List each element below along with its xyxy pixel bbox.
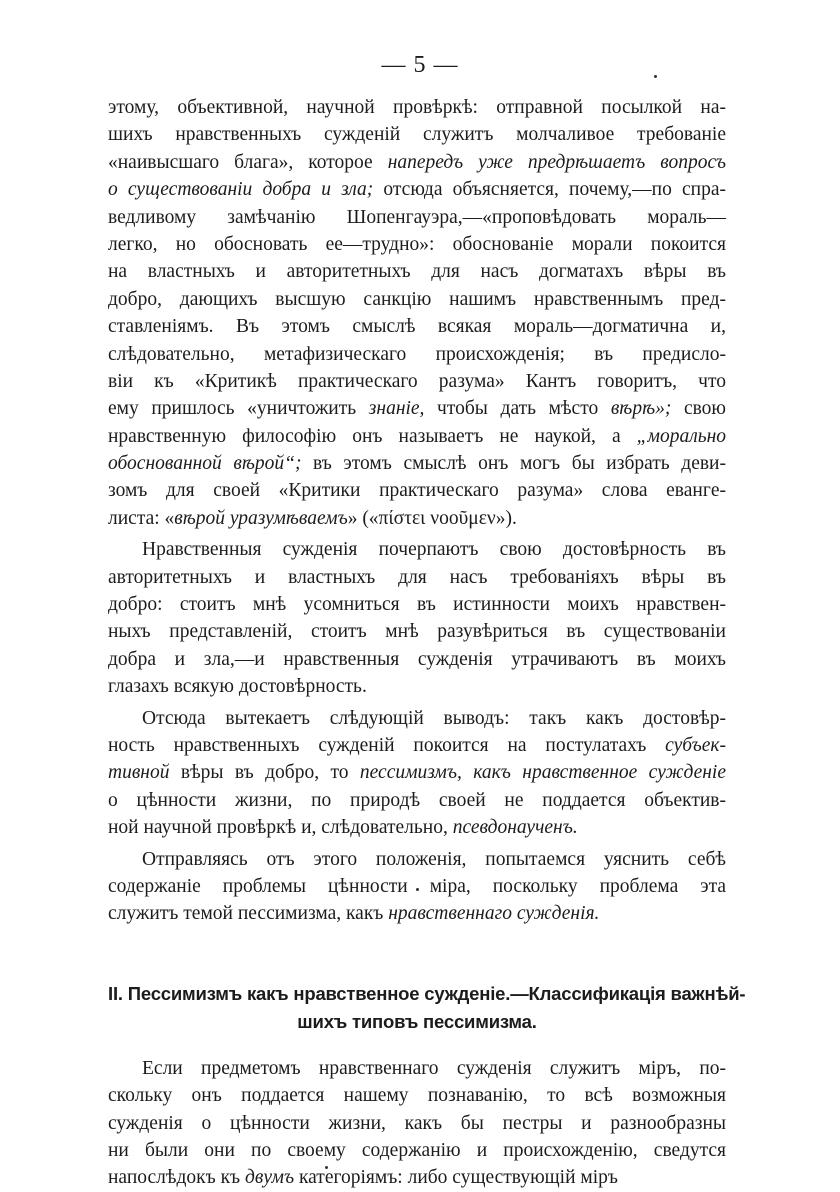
section-heading: II. Пессимизмъ какъ нравственное сужденіе.—Классификація важнѣй- <box>108 982 746 1004</box>
paragraph <box>108 1055 726 1192</box>
emphasis-text: знаніе, <box>368 398 425 420</box>
text-line: Если предметомъ нравственнаго сужденія служитъ міръ, по- <box>142 1057 726 1079</box>
text-line: нравственную философію онъ называетъ не наукой, а „морально <box>108 425 726 447</box>
text-line: ему пришлось «уничтожить знаніе, чтобы дать мѣсто вѣрѣ»; свою <box>108 398 726 420</box>
text-line: добро: стоитъ мнѣ усомниться въ истинности моихъ нравствен- <box>108 594 726 616</box>
text-line: слѣдовательно, метафизическаго происхожденія; въ предисло- <box>108 343 726 365</box>
emphasis-text: напередъ уже предрѣшаетъ вопросъ <box>387 151 726 173</box>
text-line: зомъ для своей «Критики практическаго разума» слова евангe- <box>108 480 726 502</box>
text-line: о существованіи добра и зла; отсюда объясняется, почему,—по спра- <box>108 179 726 201</box>
paragraph <box>108 94 726 532</box>
emphasis-text: нравственнаго сужденія. <box>388 903 600 925</box>
emphasis-text: обоснованной вѣрой“; <box>108 453 302 475</box>
ink-speck <box>654 75 657 78</box>
paragraph <box>108 846 726 928</box>
text-line: ни были они по своему содержанію и происхожденію, сведутся <box>108 1139 726 1161</box>
paragraph <box>108 536 726 700</box>
text-line: напослѣдокъ къ двумъ категоріямъ: либо существующій міръ <box>108 1167 618 1189</box>
emphasis-text: псевдонаученъ. <box>452 817 578 839</box>
text-line: добро, дающихъ высшую санкцію нашимъ нравственнымъ пред- <box>108 288 726 310</box>
emphasis-text: вѣрѣ»; <box>610 398 672 420</box>
emphasis-text: пессимизмъ, какъ нравственное сужденіе <box>359 762 727 784</box>
text-line: обоснованной вѣрой“; въ этомъ смыслѣ онъ могъ бы избрать деви- <box>108 453 726 475</box>
body-text <box>108 94 746 1192</box>
text-line: содержаніе проблемы цѣнности міра, поскольку проблема эта <box>108 875 726 897</box>
emphasis-text: „морально <box>636 425 726 447</box>
text-line: ность нравственныхъ сужденій покоится на постулатахъ субъек- <box>108 734 726 756</box>
text-line: сужденія о цѣнности жизни, какъ бы пестры и разнообразны <box>108 1112 726 1134</box>
text-line: Отсюда вытекаетъ слѣдующій выводъ: такъ какъ достовѣр- <box>142 707 726 729</box>
text-line: ныхъ представленій, стоитъ мнѣ разувѣриться въ существованіи <box>108 621 726 643</box>
text-line: авторитетныхъ и властныхъ для насъ требованіяхъ вѣры въ <box>108 566 726 588</box>
text-line: на властныхъ и авторитетныхъ для насъ догматахъ вѣры въ <box>108 261 726 283</box>
paragraph <box>108 705 726 842</box>
text-line: листа: «вѣрой уразумѣваемъ» («πίστει νοοῦμεν»). <box>108 507 517 529</box>
emphasis-text: субъек- <box>665 734 726 756</box>
text-line: ставленіямъ. Въ этомъ смыслѣ всякая мораль—догматична и, <box>108 316 726 338</box>
text-line: тивной вѣры въ добро, то пессимизмъ, какъ нравственное сужденіе <box>108 762 727 784</box>
text-line: ведливому замѣчанію Шопенгауэра,—«проповѣдовать мораль— <box>108 206 726 228</box>
emphasis-text: о существованіи добра и зла; <box>108 179 374 201</box>
emphasis-text: тивной <box>108 762 170 784</box>
text-line: легко, но обосновать ее—трудно»: обоснованіе морали покоится <box>108 233 726 255</box>
text-line: служитъ темой пессимизма, какъ нравственнаго сужденія. <box>108 903 600 925</box>
text-line: добра и зла,—и нравственныя сужденія утрачиваютъ въ моихъ <box>108 648 726 670</box>
emphasis-text: двумъ <box>245 1167 295 1189</box>
page-number: — 5 — <box>381 52 459 78</box>
text-line: глазахъ всякую достовѣрность. <box>108 676 367 698</box>
section-heading-continuation: шихъ типовъ пессимизма. <box>297 1010 537 1032</box>
paragraph-gap <box>108 928 726 980</box>
text-line: Нравственныя сужденія почерпаютъ свою достовѣрность въ <box>142 539 726 561</box>
emphasis-text: вѣрой уразумѣваемъ <box>174 507 348 529</box>
paragraph-gap <box>108 1036 726 1055</box>
text-line: о цѣнности жизни, по природѣ своей не поддается объектив- <box>108 789 726 811</box>
text-line: шихъ нравственныхъ сужденій служитъ молчаливое требованіе <box>108 124 726 146</box>
text-line: віи къ «Критикѣ практическаго разума» Кантъ говоритъ, что <box>108 370 726 392</box>
text-line: скольку онъ поддается нашему познаванію, то всѣ возможныя <box>108 1085 726 1107</box>
text-line: Отправляясь отъ этого положенія, попытаемся уяснить себѣ <box>142 848 726 870</box>
text-line: «наивысшаго блага», которое напередъ уже предрѣшаетъ вопросъ <box>108 151 726 173</box>
text-line: ной научной провѣркѣ и, слѣдовательно, псевдонаученъ. <box>108 817 578 839</box>
text-line: этому, объективной, научной провѣркѣ: отправной посылкой на- <box>108 97 726 118</box>
